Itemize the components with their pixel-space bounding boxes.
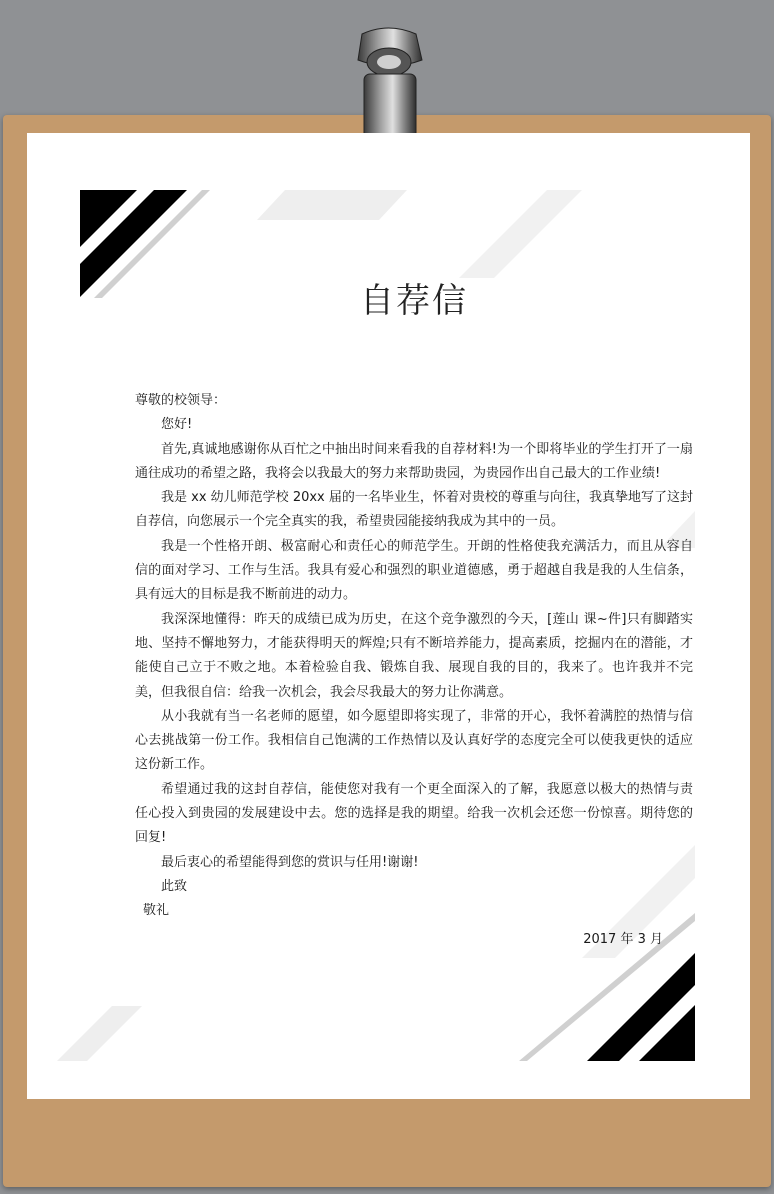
paragraph-final-thanks: 最后衷心的希望能得到您的赏识与任用!谢谢! [161, 854, 419, 870]
salutation: 尊敬的校领导： [135, 393, 227, 408]
paragraph-thanks: 首先,真诚地感谢你从百忙之中抽出时间来看我的自荐材料!为一个即将毕业的学生打开了一扇通往成功的希望之路，我将会以我最大的努力来帮助贵园，为贵园作出自己最大的工作业绩! [135, 441, 693, 481]
paragraph-hope: 希望通过我的这封自荐信，能使您对我有一个更全面深入的了解，我愿意以极大的热情与责任心投入到贵园的发展建设中去。您的选择是我的期望。给我一次机会还您一份惊喜。期待您的回复! [135, 781, 693, 846]
paragraph-aspiration: 从小我就有当一名老师的愿望，如今愿望即将实现了，非常的开心，我怀着满腔的热情与信心去挑战第一份工作。我相信自己饱满的工作热情以及认真好学的态度完全可以使我更快的适应这份新工作。 [135, 708, 693, 773]
closing: 此致 [161, 878, 188, 894]
paragraph-introduction: 我是 xx 幼儿师范学校 20xx 届的一名毕业生，怀着对贵校的尊重与向往，我真挚地写了这封自荐信，向您展示一个完全真实的我，希望贵园能接纳我成为其中的一员。 [135, 490, 693, 530]
greeting: 您好! [161, 417, 193, 433]
letter-title: 自荐信 [360, 281, 468, 321]
letter-date: 2017 年 3 月 [583, 931, 663, 947]
paragraph-philosophy: 我深深地懂得：昨天的成绩已成为历史，在这个竞争激烈的今天，[莲山 课~件]只有脚踏实地、坚持不懈地努力，才能获得明天的辉煌;只有不断培养能力，提高素质，挖掘内在的潜能，才能使自己立于不败之地。本着检验自我、锻炼自我、展现自我的目的，我来了。也许我并不完美，但我很自信：给我一次机会，我会尽我最大的努力让你满意。 [135, 611, 693, 700]
letter-body [135, 281, 693, 952]
regards: 敬礼 [143, 903, 170, 919]
paragraph-personality: 我是一个性格开朗、极富耐心和责任心的师范学生。开朗的性格使我充满活力，而且从容自信的面对学习、工作与生活。我具有爱心和强烈的职业道德感，勇于超越自我是我的人生信条，具有远大的目标是我不断前进的动力。 [135, 538, 693, 603]
letter-paper [27, 133, 750, 1099]
